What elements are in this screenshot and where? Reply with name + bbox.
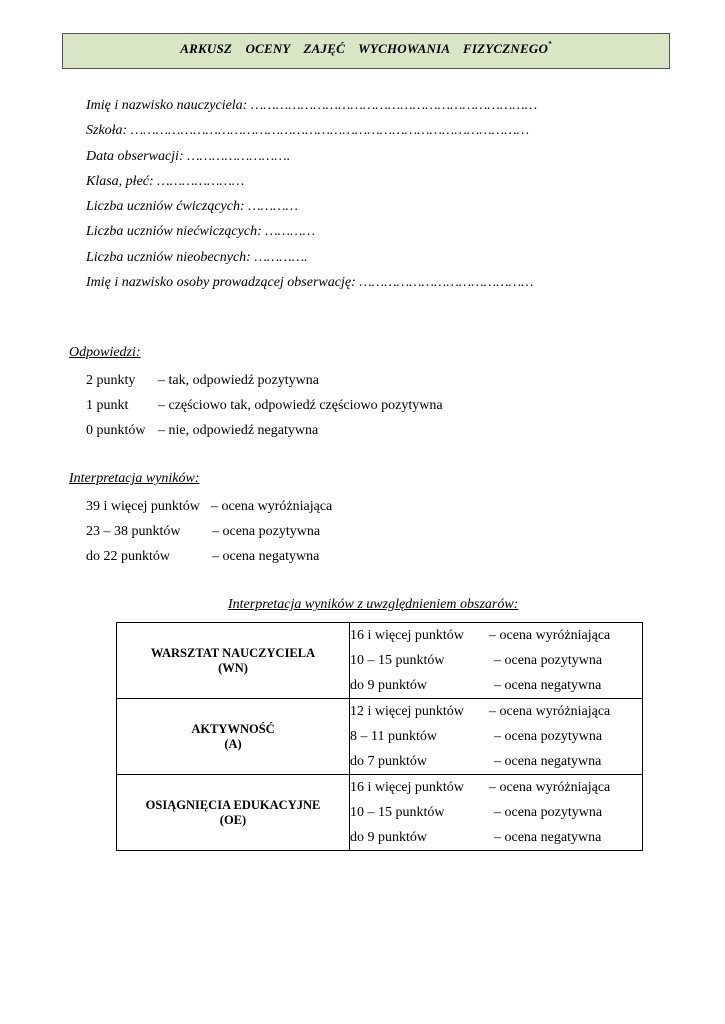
answer-points: 0 punktów (86, 423, 146, 438)
answer-meaning: – tak, odpowiedź pozytywna (158, 373, 319, 388)
grade-range: do 7 punktów (350, 754, 427, 769)
area-name-cell (117, 623, 350, 699)
answer-points: 2 punkty (86, 373, 136, 388)
grade-label: – ocena pozytywna (494, 805, 603, 820)
field-class-gender[interactable]: Klasa, płeć: ………………… (86, 173, 245, 189)
grade-line (350, 699, 642, 724)
page-title-text: ARKUSZ OCENY ZAJĘĆ WYCHOWANIA FIZYCZNEGO (180, 41, 549, 56)
grade-range: do 9 punktów (350, 830, 427, 845)
area-abbr: (A) (224, 736, 242, 751)
grade-label: – ocena negatywna (494, 678, 602, 693)
grade-label: – ocena negatywna (494, 754, 602, 769)
title-banner (62, 33, 670, 69)
interpretation-heading: Interpretacja wyników: (69, 471, 200, 486)
area-grades-cell (350, 623, 643, 699)
area-abbr: (OE) (219, 812, 247, 827)
page-title (180, 41, 551, 57)
field-exercising-students[interactable]: Liczba uczniów ćwiczących: ………… (86, 199, 298, 215)
area-grades-cell (350, 699, 643, 775)
grade-line (350, 623, 642, 648)
grade-label: – ocena pozytywna (494, 653, 603, 668)
field-school[interactable]: Szkoła: …………………………………………………………………………………… (86, 123, 530, 139)
grade-label: – ocena wyróżniająca (489, 780, 611, 795)
answer-points: 1 punkt (86, 398, 129, 413)
answer-meaning: – częściowo tak, odpowiedź częściowo pozytywna (158, 398, 443, 413)
field-absent-students[interactable]: Liczba uczniów nieobecnych: …………. (86, 249, 308, 265)
grade-label: – ocena wyróżniająca (489, 704, 611, 719)
interpretation-range: 39 i więcej punktów (86, 499, 200, 514)
interpretation-grade: – ocena pozytywna (212, 524, 321, 539)
footnote-mark: * (548, 39, 552, 48)
interpretation-grade: – ocena wyróżniająca (211, 499, 333, 514)
grade-range: 16 i więcej punktów (350, 780, 464, 795)
grade-range: 10 – 15 punktów (350, 805, 445, 820)
areas-heading: Interpretacja wyników z uwzględnieniem obszarów: (228, 597, 519, 612)
field-observation-date[interactable]: Data obserwacji: ……………………. (86, 148, 291, 164)
grade-range: 16 i więcej punktów (350, 628, 464, 643)
area-name-cell (117, 775, 350, 851)
interpretation-grade: – ocena negatywna (212, 549, 320, 564)
grade-label: – ocena negatywna (494, 830, 602, 845)
table-row (117, 699, 643, 775)
grade-line (350, 749, 642, 774)
grade-line (350, 825, 642, 850)
answer-meaning: – nie, odpowiedź negatywna (158, 423, 319, 438)
table-row (117, 623, 643, 699)
grade-label: – ocena wyróżniająca (489, 628, 611, 643)
interpretation-range: 23 – 38 punktów (86, 524, 181, 539)
observation-fields (86, 93, 537, 295)
grade-range: 10 – 15 punktów (350, 653, 445, 668)
area-name: WARSZTAT NAUCZYCIELA (150, 645, 316, 660)
grade-range: 8 – 11 punktów (350, 729, 437, 744)
field-observer-name[interactable]: Imię i nazwisko osoby prowadzącej obserwację: …………………………………… (86, 275, 534, 291)
grade-line (350, 673, 642, 698)
area-grades-cell (350, 775, 643, 851)
grade-line (350, 724, 642, 749)
grade-line (350, 800, 642, 825)
area-name-cell (117, 699, 350, 775)
interpretation-range: do 22 punktów (86, 549, 170, 564)
grade-range: do 9 punktów (350, 678, 427, 693)
areas-table (116, 622, 643, 851)
field-teacher-name[interactable]: Imię i nazwisko nauczyciela: …………………………………………………………… (86, 98, 538, 113)
grade-line (350, 648, 642, 673)
area-name: OSIĄGNIĘCIA EDUKACYJNE (145, 797, 321, 812)
answers-heading: Odpowiedzi: (69, 345, 141, 360)
area-name: AKTYWNOŚĆ (191, 721, 275, 736)
grade-label: – ocena pozytywna (494, 729, 603, 744)
field-non-exercising-students[interactable]: Liczba uczniów niećwiczących: ………… (86, 224, 316, 240)
area-abbr: (WN) (218, 660, 248, 675)
grade-line (350, 775, 642, 800)
table-row (117, 775, 643, 851)
grade-range: 12 i więcej punktów (350, 704, 464, 719)
